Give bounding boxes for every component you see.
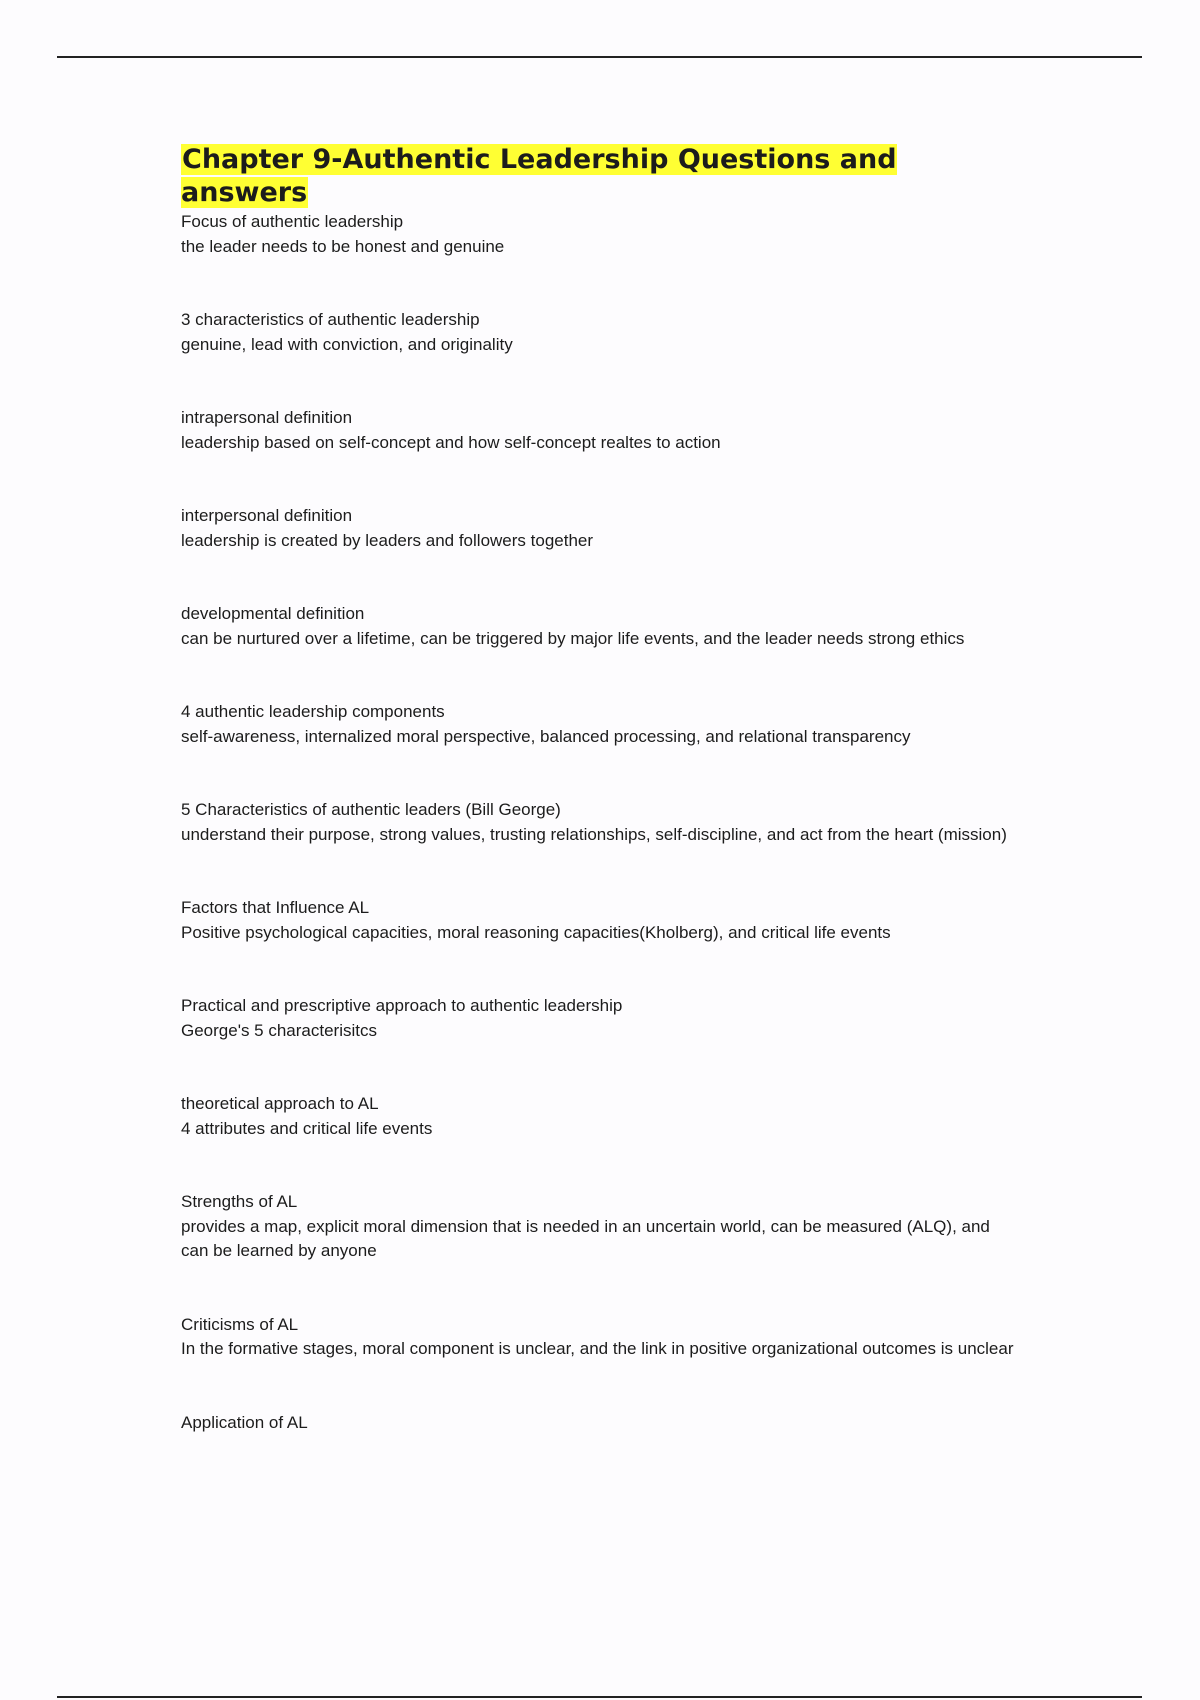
top-rule xyxy=(57,56,1142,58)
question-text: theoretical approach to AL xyxy=(181,1094,379,1113)
question-text: developmental definition xyxy=(181,604,365,623)
answer-text: self-awareness, internalized moral perspective, balanced processing, and relational transparency xyxy=(181,726,911,746)
question-text: Focus of authentic leadership xyxy=(181,212,404,231)
qa-item xyxy=(181,896,1021,945)
answer-text: Positive psychological capacities, moral reasoning capacities(Kholberg), and critical life events xyxy=(181,922,891,942)
answer-text: In the formative stages, moral component is unclear, and the link in positive organizational outcomes is unclear xyxy=(181,1339,1014,1358)
question-text: Application of AL xyxy=(181,1412,308,1432)
question-text: Strengths of AL xyxy=(181,1192,298,1211)
qa-item xyxy=(181,1313,1021,1362)
qa-item xyxy=(181,210,1021,259)
answer-text: the leader needs to be honest and genuine xyxy=(181,236,505,256)
qa-item xyxy=(181,1411,1021,1436)
answer-text: provides a map, explicit moral dimension that is needed in an uncertain world, can be measured (ALQ), and can be learned by anyone xyxy=(181,1216,990,1260)
question-text: Criticisms of AL xyxy=(181,1314,299,1334)
document-body xyxy=(181,143,1021,1435)
qa-item xyxy=(181,308,1021,357)
qa-item xyxy=(181,602,1021,651)
question-text: 5 Characteristics of authentic leaders (Bill George) xyxy=(181,800,561,819)
qa-item xyxy=(181,504,1021,553)
document-title xyxy=(181,143,1021,209)
bottom-rule xyxy=(57,1696,1142,1698)
answer-text: can be nurtured over a lifetime, can be triggered by major life events, and the leader needs strong ethics xyxy=(181,628,965,648)
title-highlight: Chapter 9-Authentic Leadership Questions and answers xyxy=(181,144,897,208)
qa-item xyxy=(181,700,1021,749)
question-text: Factors that Influence AL xyxy=(181,898,370,917)
qa-item xyxy=(181,1092,1021,1141)
question-text: 4 authentic leadership components xyxy=(181,702,445,721)
qa-item xyxy=(181,406,1021,455)
qa-item xyxy=(181,798,1021,847)
question-text: intrapersonal definition xyxy=(181,408,353,427)
answer-text: George's 5 characterisitcs xyxy=(181,1020,377,1040)
qa-item xyxy=(181,1190,1021,1264)
question-text: interpersonal definition xyxy=(181,506,353,525)
question-text: Practical and prescriptive approach to authentic leadership xyxy=(181,996,623,1015)
qa-item xyxy=(181,994,1021,1043)
answer-text: genuine, lead with conviction, and originality xyxy=(181,334,513,354)
answer-text: leadership based on self-concept and how self-concept realtes to action xyxy=(181,432,721,452)
question-text: 3 characteristics of authentic leadership xyxy=(181,310,480,329)
answer-text: leadership is created by leaders and followers together xyxy=(181,530,594,550)
answer-text: understand their purpose, strong values, trusting relationships, self-discipline, and act from the heart (mission) xyxy=(181,824,1007,844)
answer-text: 4 attributes and critical life events xyxy=(181,1118,433,1138)
